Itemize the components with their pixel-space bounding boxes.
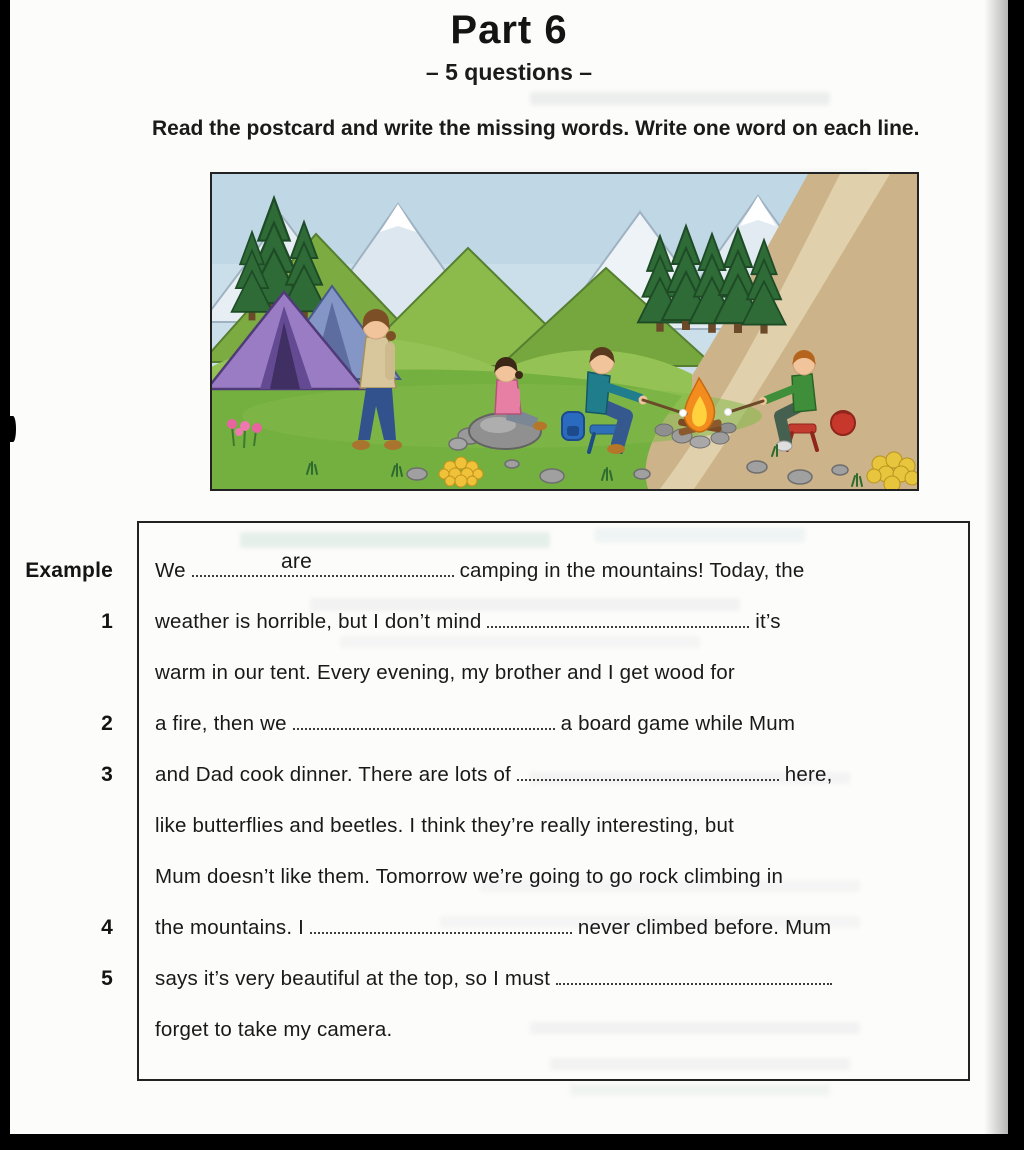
passage-text: the mountains. I [155,915,310,939]
passage-text: never climbed before. Mum [571,915,832,939]
answer-blank [310,929,572,934]
passage-text: camping in the mountains! Today, the [453,558,805,582]
answer-blank [556,980,832,985]
passage-text: and Dad cook dinner. There are lots of [155,762,517,786]
line-number-label: 3 [101,762,113,786]
questions-count-subtitle: – 5 questions – [425,59,593,85]
scan-border-right [1008,0,1024,1150]
answer-blank [487,623,749,628]
passage-text: weather is horrible, but I don’t mind [155,609,488,633]
scanned-worksheet-page [10,0,1008,1134]
passage-line [155,1004,948,1055]
line-number-label: 2 [101,711,113,735]
scan-border-bottom [0,1134,1024,1150]
passage-text: says it’s very beautiful at the top, so I must [155,966,556,990]
line-number-label: 4 [101,915,113,939]
passage-line [101,596,948,647]
line-number-label: 5 [101,966,113,990]
scan-border-left [0,0,10,1150]
passage-text: a board game while Mum [554,711,796,735]
camping-scene-image [212,174,917,489]
passage-text: We [155,558,192,582]
line-number-label: 1 [101,609,113,633]
passage-text: a fire, then we [155,711,293,735]
passage-line [101,902,948,953]
passage-line [155,851,948,902]
passage-text: like butterflies and beetles. I think they’re really interesting, but [155,813,734,837]
passage-line [155,800,948,851]
part-title: Part 6 [450,8,568,52]
line-number-label: Example [25,558,113,582]
answer-blank [192,549,454,577]
passage-line [101,749,948,800]
passage-box [25,521,970,1081]
passage-text: warm in our tent. Every evening, my brother and I get wood for [155,660,735,684]
scan-artifact [10,416,16,442]
passage-text: it’s [749,609,781,633]
answer-blank [293,725,555,730]
passage-text: Mum doesn’t like them. Tomorrow we’re going to go rock climbing in [155,864,784,888]
camping-illustration-frame [210,172,919,491]
example-answer: are [281,549,312,573]
task-instructions: Read the postcard and write the missing words. Write one word on each line. [152,117,920,140]
passage-line [25,545,948,596]
passage-line [155,647,948,698]
passage-line [101,953,948,1004]
passage-text: forget to take my camera. [155,1017,393,1041]
passage-text: here, [778,762,833,786]
bleedthrough-mark [570,1084,830,1096]
passage-line [101,698,948,749]
answer-blank [517,776,779,781]
